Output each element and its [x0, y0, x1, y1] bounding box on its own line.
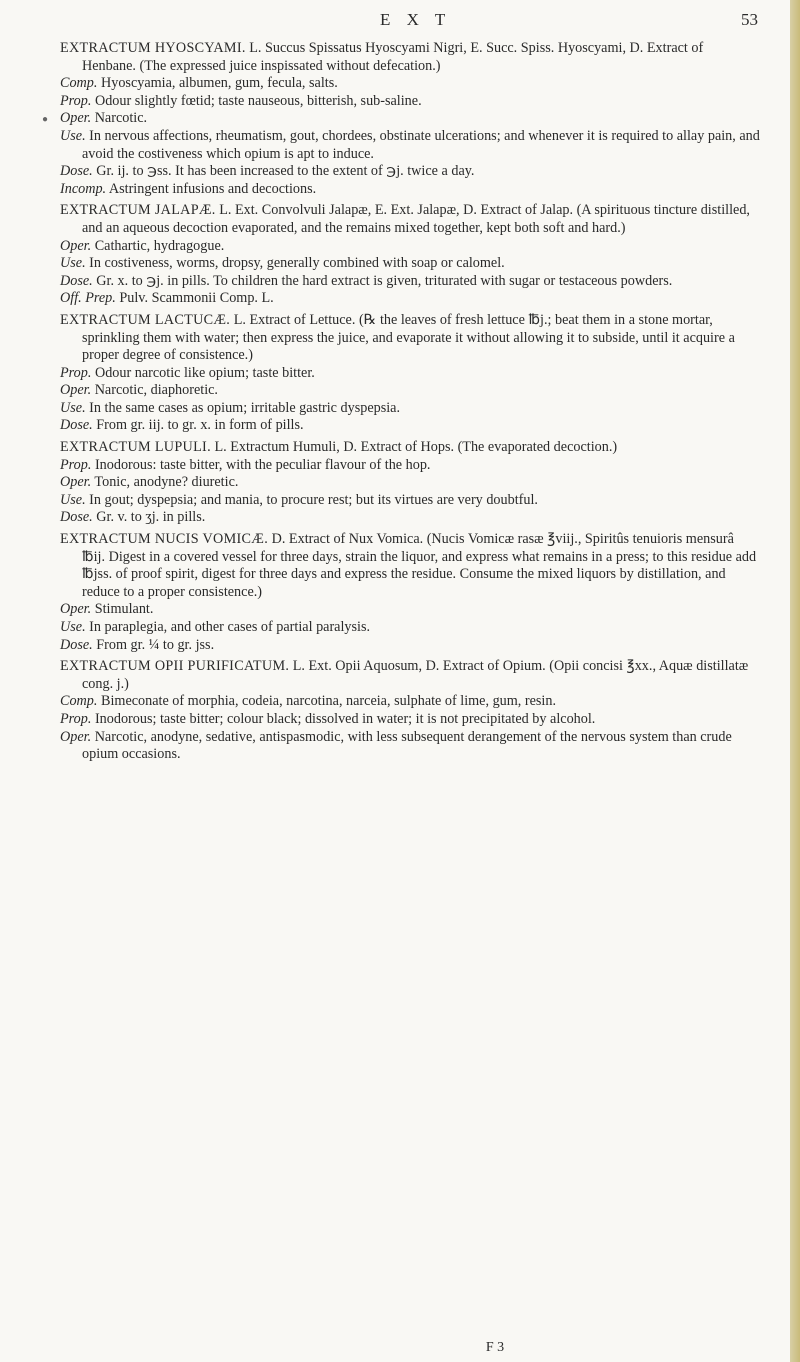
field-text: Stimulant.	[91, 601, 154, 618]
page-edge	[790, 0, 800, 1362]
field-label: Dose.	[60, 636, 93, 653]
field-text: Odour slightly fœtid; taste nauseous, bitterish, sub-saline.	[91, 92, 422, 109]
entry-field	[60, 637, 760, 655]
field-label: Prop.	[60, 92, 92, 109]
entry-field	[60, 75, 760, 93]
field-text: In costiveness, worms, dropsy, generally combined with soap or calomel.	[85, 255, 505, 272]
entry-synonyms: L. Extractum Humuli, D. Extract of Hops. (The evaporated decoction.)	[210, 439, 618, 456]
field-label: Prop.	[60, 710, 92, 727]
dictionary-entry	[60, 40, 760, 198]
running-title: E X T	[380, 10, 452, 29]
field-label: Oper.	[60, 110, 92, 127]
field-text: In nervous affections, rheumatism, gout, chordees, obstinate ulcerations; and whenever it is required to allay pain, and avoid the costiveness which opium is apt to induce.	[82, 127, 760, 162]
field-text: Pulv. Scammonii Comp. L.	[115, 290, 274, 307]
entry-headword: EXTRACTUM LACTUCÆ.	[60, 311, 231, 328]
entry-heading-paragraph	[60, 312, 760, 365]
entry-headword: EXTRACTUM NUCIS VOMICÆ.	[60, 531, 269, 548]
entry-field	[60, 163, 760, 181]
signature-mark: F 3	[485, 1340, 505, 1355]
field-label: Comp.	[60, 693, 98, 710]
entry-synonyms: L. Extract of Lettuce. (℞ the leaves of fresh lettuce ℔j.; beat them in a stone mortar, sprinkling them with water; then express the juice, and evaporate it without allowing it to subside, until it acquire a proper degree of consistence.)	[82, 311, 735, 364]
field-label: Off. Prep.	[60, 290, 116, 307]
field-text: Astringent infusions and decoctions.	[106, 180, 317, 197]
dictionary-entry	[60, 312, 760, 435]
field-text: Bimeconate of morphia, codeia, narcotina, narceia, sulphate of lime, gum, resin.	[97, 693, 557, 710]
entry-field	[60, 693, 760, 711]
entry-field	[60, 365, 760, 383]
field-label: Use.	[60, 127, 86, 144]
field-text: Gr. v. to ʒj. in pills.	[92, 509, 206, 526]
field-label: Dose.	[60, 272, 93, 289]
entry-synonyms: L. Ext. Convolvuli Jalapæ, E. Ext. Jalapæ, D. Extract of Jalap. (A spirituous tincture distilled, and an aqueous decoction evaporated, and the remains mixed together, kept both soft and hard.)	[82, 202, 750, 236]
entry-field	[60, 417, 760, 435]
entry-headword: EXTRACTUM OPII PURIFICATUM.	[60, 658, 290, 675]
entry-field	[60, 711, 760, 729]
field-text: Narcotic, diaphoretic.	[91, 382, 218, 399]
entry-field	[60, 509, 760, 527]
entry-heading-paragraph	[60, 202, 760, 237]
dictionary-entry	[60, 439, 760, 527]
field-text: Gr. x. to ℈j. in pills. To children the hard extract is given, triturated with sugar or testaceous powders.	[92, 272, 673, 289]
page-number: 53	[741, 10, 758, 29]
entry-field	[60, 110, 760, 128]
entry-headword: EXTRACTUM JALAPÆ.	[60, 202, 216, 219]
field-label: Use.	[60, 491, 86, 508]
field-text: Gr. ij. to ℈ss. It has been increased to the extent of ℈j. twice a day.	[92, 163, 475, 180]
field-text: From gr. ¼ to gr. jss.	[92, 636, 215, 653]
entry-field	[60, 619, 760, 637]
field-label: Use.	[60, 255, 86, 272]
field-text: In the same cases as opium; irritable gastric dyspepsia.	[85, 399, 401, 416]
entry-field	[60, 492, 760, 510]
field-label: Comp.	[60, 75, 98, 92]
entry-field	[60, 93, 760, 111]
field-text: In gout; dyspepsia; and mania, to procure rest; but its virtues are very doubtful.	[85, 491, 538, 508]
field-text: Inodorous: taste bitter, with the peculiar flavour of the hop.	[91, 456, 431, 473]
field-text: Odour narcotic like opium; taste bitter.	[91, 364, 315, 381]
entry-heading-paragraph	[60, 40, 760, 75]
field-text: Cathartic, hydragogue.	[91, 237, 225, 254]
margin-mark: ●	[42, 114, 49, 125]
field-label: Incomp.	[60, 180, 107, 197]
dictionary-entry	[60, 531, 760, 654]
entry-heading-paragraph	[60, 439, 760, 457]
field-label: Dose.	[60, 417, 93, 434]
entry-heading-paragraph	[60, 531, 760, 601]
footer	[0, 1340, 800, 1356]
entry-headword: EXTRACTUM LUPULI.	[60, 439, 211, 456]
field-label: Use.	[60, 399, 86, 416]
field-text: From gr. iij. to gr. x. in form of pills.	[92, 417, 304, 434]
field-label: Oper.	[60, 601, 92, 618]
field-text: Narcotic, anodyne, sedative, antispasmodic, with less subsequent derangement of the nervous system than crude opium occasions.	[82, 728, 732, 763]
entry-field	[60, 457, 760, 475]
field-label: Use.	[60, 619, 86, 635]
field-text: Inodorous; taste bitter; colour black; dissolved in water; it is not precipitated by alcohol.	[91, 710, 596, 727]
entry-synonyms: D. Extract of Nux Vomica. (Nucis Vomicæ rasæ ℥viij., Spiritûs tenuioris mensurâ ℔ij. Digest in a covered vessel for three days, strain the liquor, and express what remains in a press; to this residue add ℔jss. of proof spirit, digest for three days and express the residue. Consume the mixed liquors by distillation, and reduce to a proper consistence.)	[82, 531, 757, 600]
field-text: Tonic, anodyne? diuretic.	[91, 474, 239, 491]
field-label: Dose.	[60, 163, 93, 180]
field-label: Oper.	[60, 382, 92, 399]
entry-field	[60, 382, 760, 400]
entry-heading-paragraph	[60, 658, 760, 693]
entry-synonyms: L. Succus Spissatus Hyoscyami Nigri, E. Succ. Spiss. Hyoscyami, D. Extract of Henbane. (The expressed juice inspissated without defecation.)	[82, 40, 704, 74]
dictionary-entry	[60, 658, 760, 764]
field-text: Narcotic.	[91, 110, 148, 127]
entry-field	[60, 290, 760, 308]
field-label: Oper.	[60, 728, 92, 745]
field-label: Prop.	[60, 456, 92, 473]
field-label: Prop.	[60, 364, 92, 381]
entry-list	[60, 40, 760, 768]
entry-field	[60, 255, 760, 273]
running-header	[0, 10, 800, 34]
entry-field	[60, 128, 760, 163]
field-label: Oper.	[60, 474, 92, 491]
entry-field	[60, 273, 760, 291]
entry-field	[60, 238, 760, 256]
dictionary-entry	[60, 202, 760, 308]
entry-field	[60, 474, 760, 492]
field-label: Dose.	[60, 509, 93, 526]
field-text: Hyoscyamia, albumen, gum, fecula, salts.	[97, 75, 338, 92]
field-label: Oper.	[60, 237, 92, 254]
entry-field	[60, 400, 760, 418]
entry-field	[60, 601, 760, 619]
entry-field	[60, 181, 760, 199]
entry-synonyms: L. Ext. Opii Aquosum, D. Extract of Opium. (Opii concisi ℥xx., Aquæ distillatæ cong. j.)	[82, 658, 749, 692]
entry-headword: EXTRACTUM HYOSCYAMI.	[60, 40, 246, 56]
entry-field	[60, 729, 760, 764]
field-text: In paraplegia, and other cases of partial paralysis.	[85, 619, 371, 635]
